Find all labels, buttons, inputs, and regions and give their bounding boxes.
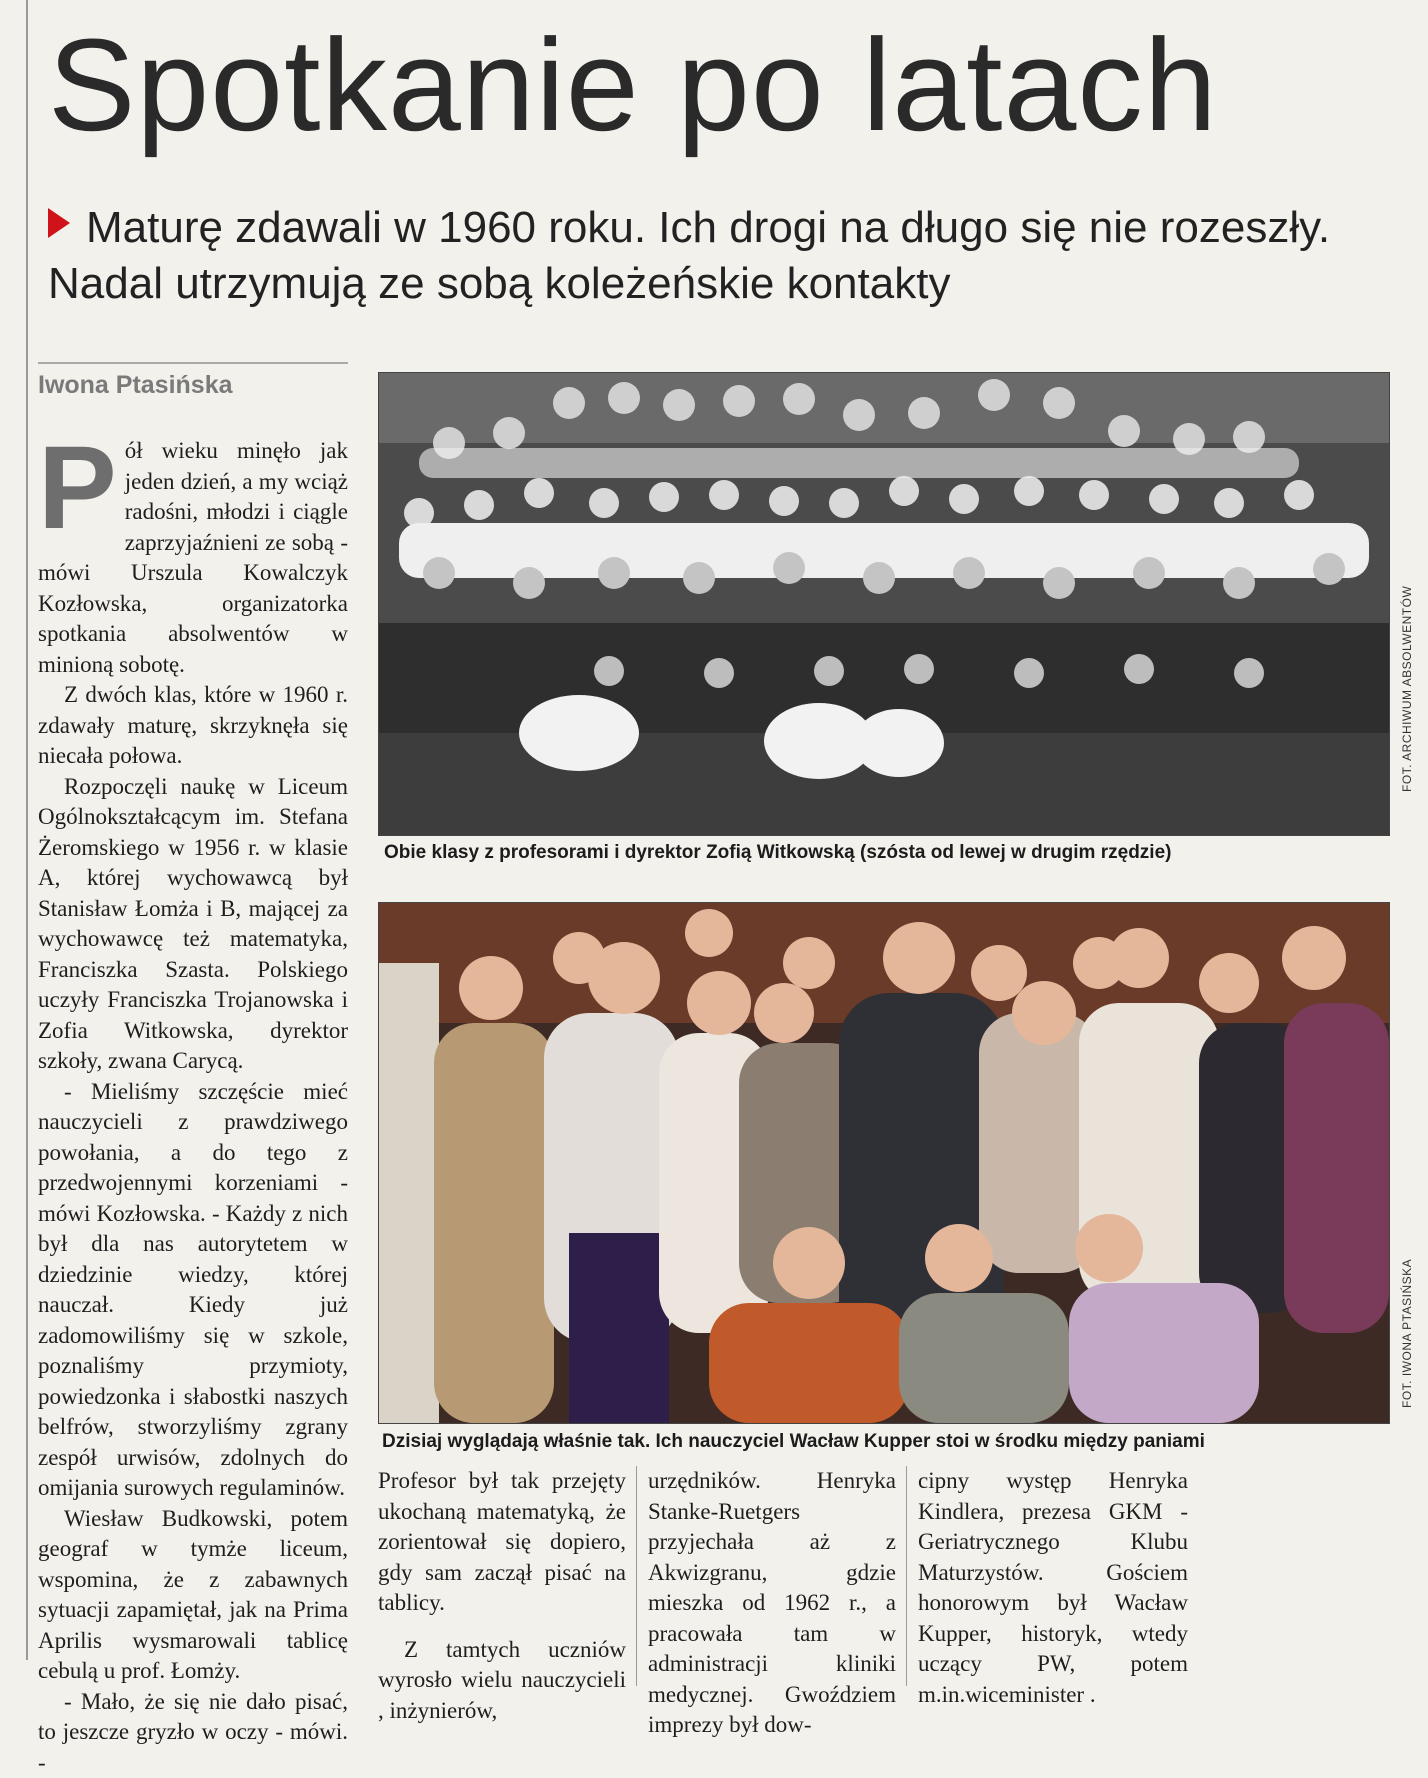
article-body: [38, 436, 348, 1778]
photo-2-credit: FOT. IWONA PTASIŃSKA: [1400, 1259, 1414, 1408]
reunion-photo: [378, 902, 1390, 1424]
article-column-4: [918, 1466, 1188, 1710]
paragraph-6: - Mało, że się nie dało pisać, to jeszcze gryzło w oczy - mówi. -: [38, 1687, 348, 1778]
paragraph-2: Z dwóch klas, które w 1960 r. zdawały maturę, skrzyknęła się niecała połowa.: [38, 680, 348, 772]
col2-paragraph-1: Profesor był tak przejęty ukochaną matematyką, że zorientował się dopiero, gdy sam zaczął pisać na tablicy.: [378, 1466, 626, 1619]
col3-paragraph-1: urzędników. Henryka Stanke-Ruetgers przyjechała aż z Akwizgranu, gdzie mieszka od 1962 r., a pracowała tam w administracji kliniki medycznej. Gwoździem imprezy był dow-: [648, 1466, 896, 1741]
reunion-photo-figures: [379, 903, 1389, 1423]
column-rule-3: [906, 1466, 907, 1686]
col4-paragraph-1: cipny występ Henryka Kindlera, prezesa GKM - Geriatrycznego Klubu Maturzystów. Gościem honorowym był Wacław Kupper, historyk, wtedy uczący PW, potem m.in.wiceminister .: [918, 1466, 1188, 1710]
photo-2-caption: Dzisiaj wyglądają właśnie tak. Ich nauczyciel Wacław Kupper stoi w środku między paniami: [382, 1431, 1205, 1453]
paragraph-4: - Mieliśmy szczęście mieć nauczycieli z prawdziwego powołania, a do tego z przedwojennymi korzeniami - mówi Kozłowska. - Każdy z nich był dla nas autorytetem w dziedzinie wiedzy, której nauczał. Kiedy już zadomowiliśmy się w szkole, poznaliśmy przymioty, powiedzonka i słabostki naszych belfrów, stworzyliśmy zgrany zespół urwisów, zdolnych do omijania surowych regulaminów.: [38, 1077, 348, 1504]
article-column-3: [648, 1466, 896, 1741]
headline: Spotkanie po latach: [48, 10, 1408, 160]
class-photo-1960: [378, 372, 1390, 836]
col2-paragraph-2: Z tamtych uczniów wyrosło wielu nauczycieli , inżynierów,: [378, 1635, 626, 1727]
column-rule-2: [636, 1466, 637, 1686]
byline-rule: [38, 362, 348, 364]
drop-cap: P: [38, 440, 117, 536]
class-photo-figures: [379, 373, 1389, 835]
byline: Iwona Ptasińska: [38, 370, 348, 400]
lead-text: Maturę zdawali w 1960 roku. Ich drogi na długo się nie rozeszły. Nadal utrzymują ze sobą koleżeńskie kontakty: [48, 203, 1330, 308]
paragraph-1-text: ół wieku minęło jak jeden dzień, a my wciąż radośni, młodzi i ciągle zaprzyjaźnieni ze sobą - mówi Urszula Kowalczyk Kozłowska, organizatorka spotkania absolwentów w minioną sobotę.: [38, 438, 348, 677]
paragraph-3: Rozpoczęli naukę w Liceum Ogólnokształcącym im. Stefana Żeromskiego w 1956 r. w klasie A, której wychowawcą był Stanisław Łomża i B, mającej za wychowawcę też matematyka, Franciszka Szasta. Polskiego uczyły Franciszka Trojanowska i Zofia Witkowska, dyrektor szkoły, zwana Carycą.: [38, 772, 348, 1077]
photo-1-caption: Obie klasy z profesorami i dyrektor Zofią Witkowską (szósta od lewej w drugim rzędzie): [384, 842, 1171, 864]
paragraph-1: [38, 436, 348, 680]
photo-1-credit: FOT. ARCHIWUM ABSOLWENTÓW: [1400, 586, 1414, 792]
left-margin-rule: [26, 0, 28, 1660]
article-column-2: [378, 1466, 626, 1726]
paragraph-5: Wiesław Budkowski, potem geograf w tymże liceum, wspomina, że z zabawnych sytuacji zapamiętał, jak na Prima Aprilis wysmarowali tablicę cebulą u prof. Łomży.: [38, 1504, 348, 1687]
lead-paragraph: [48, 200, 1378, 312]
article-column-1: [38, 362, 348, 1778]
red-arrow-icon: [48, 208, 70, 238]
